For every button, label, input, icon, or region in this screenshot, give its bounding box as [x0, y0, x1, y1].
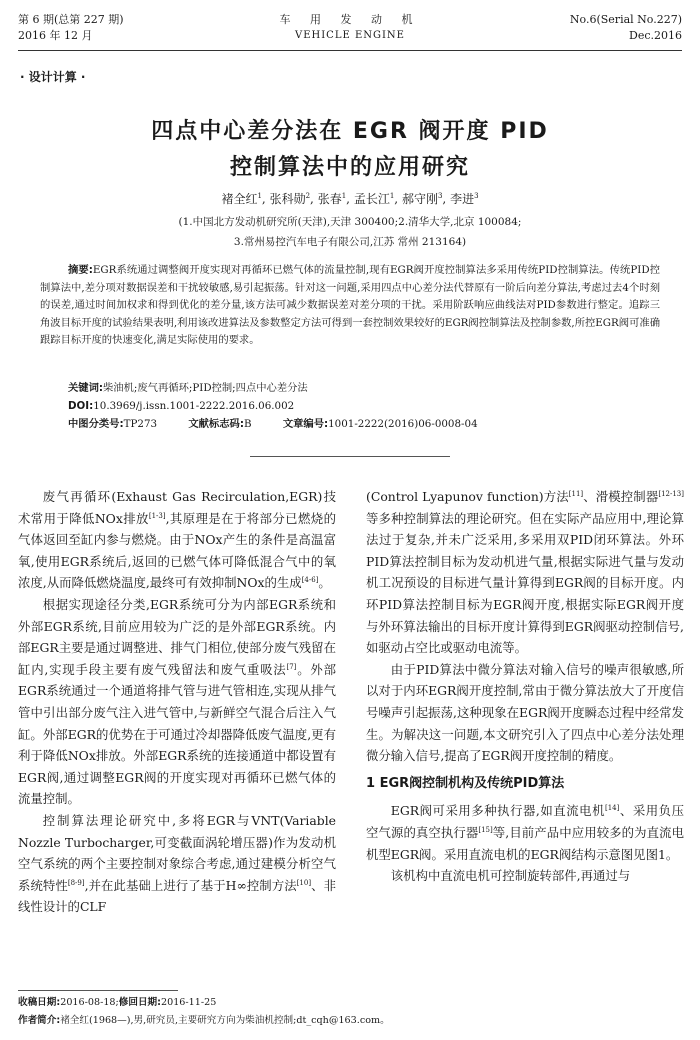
citation: [8-9] [67, 878, 85, 887]
body-paragraph: EGR阀可采用多种执行器,如直流电机[14]、采用负压空气源的真空执行器[15]等,目前产品中应用较多的为直流电机型EGR阀。采用直流电机的EGR阀结构示意图见图1。 [366, 803, 684, 862]
body-paragraph: 该机构中直流电机可控制旋转部件,再通过与 [390, 868, 631, 884]
clc-value: TP273 [123, 418, 158, 430]
journal-name-en: VEHICLE ENGINE [294, 30, 405, 41]
citation: [4-6] [301, 576, 319, 585]
paper-title-line2: 控制算法中的应用研究 [229, 155, 470, 180]
abstract-divider [250, 456, 450, 457]
author-bio: 褚全红(1968—),男,研究员,主要研究方向为柴油机控制;dt_cqh@163.com。 [60, 1015, 390, 1026]
issue-number: 第 6 期(总第 227 期) [18, 13, 124, 26]
affiliation-line2: 3.常州易控汽车电子有限公司,江苏 常州 213164) [233, 236, 467, 248]
serial-number: No.6(Serial No.227) [569, 13, 682, 26]
keywords-text: 柴油机;废气再循环;PID控制;四点中心差分法 [103, 382, 308, 394]
received-date: 2016-08-18; [60, 997, 119, 1008]
author: 褚全红$^1$ [221, 192, 262, 206]
serial-date: Dec.2016 [629, 29, 682, 42]
doc-code-value: B [243, 418, 252, 430]
journal-serial-info [570, 12, 682, 44]
body-paragraph: 根据实现途径分类,EGR系统可分为内部EGR系统和外部EGR系统,目前应用较为广泛的是外部EGR系统。内部EGR主要是通过调整进、排气门相位,使部分废气残留在缸内,实现手段主要有废气残留法和废气重吸法[7]。外部EGR系统通过一个通道将排气管与进气管相连,实现从排气管中引出部分废气注入进气管中,与新鲜空气混合后注入气缸。外部EGR的优势在于可通过冷却器降低废气温度,更有利于降低NOx排放。外部EGR系统的连接通道中都设置有EGR阀,通过调整EGR阀的开度实现对再循环已燃气体的流量控制。 [18, 596, 336, 807]
doi [68, 398, 294, 415]
citation: [15] [478, 825, 493, 834]
keywords [68, 380, 308, 397]
abstract [40, 262, 660, 350]
body-column-right [366, 486, 684, 887]
footnote-author [18, 1014, 390, 1028]
journal-name-cn: 车 用 发 动 机 [279, 13, 421, 26]
article-number-label: 文章编号: [282, 418, 329, 430]
footnote-dates [18, 996, 216, 1010]
doi-text: 10.3969/j.issn.1001-2222.2016.06.002 [93, 400, 295, 412]
classification [68, 416, 478, 433]
received-label: 收稿日期: [18, 997, 61, 1008]
citation: [7] [286, 662, 297, 671]
author: 张春$^1$ [317, 192, 347, 206]
abstract-label: 摘要: [68, 264, 93, 276]
issue-date: 2016 年 12 月 [18, 29, 93, 42]
journal-name [250, 12, 450, 44]
journal-issue-info [18, 12, 124, 44]
author-list: 褚全红$^1$, 张科勋$^2$, 张春$^1$, 孟长江$^1$, 郝守刚$^3$, 李进$^3$ [221, 192, 479, 206]
citation: [10] [296, 878, 312, 887]
author: 郝守刚$^3$ [401, 192, 443, 206]
body-paragraph: 由于PID算法中微分算法对输入信号的噪声很敏感,所以对于内环EGR阀开度控制,常由于微分算法放大了开度信号噪声引起振荡,这种现象在EGR阀开度瞬态过程中经常发生。为解决这一问题,本文研究引入了四点中心差分法处理微分输入信号,提高了EGR阀开度控制的精度。 [366, 661, 684, 764]
section-heading: 1 EGR阀控制机构及传统PID算法 [366, 775, 565, 791]
section-tag: · 设计计算 · [20, 70, 86, 84]
author: 孟长江$^1$ [353, 192, 395, 206]
revised-label: 修回日期: [118, 997, 161, 1008]
footnote-rule [18, 990, 178, 991]
doc-code-label: 文献标志码: [188, 418, 244, 430]
body-paragraph: (Control Lyapunov function)方法[11]、滑模控制器[12-13]等多种控制算法的理论研究。但在实际产品应用中,理论算法过于复杂,并未广泛采用,多采用双PID闭环算法。外环PID算法控制目标为发动机进气量,根据实际进气量与发动机工况预设的目标进气量计算得到EGR阀的目标开度。内环PID算法控制目标为EGR阀开度,根据实际EGR阀开度与外环算法输出的目标开度计算得到EGR阀驱动控制信号,如驱动占空比或驱动电流等。 [366, 489, 684, 656]
body-paragraph: 控制算法理论研究中,多将EGR与VNT(Variable Nozzle Turbocharger,可变截面涡轮增压器)作为发动机空气系统的两个主要控制对象综合考虑,通过建模分析空气系统特性[8-9],并在此基础上进行了基于H∞控制方法[10]、非线性设计的CLF [18, 812, 336, 915]
citation: [1-3] [148, 511, 166, 520]
citation: [12-13] [658, 489, 684, 498]
author: 张科勋$^2$ [269, 192, 311, 206]
doi-label: DOI: [68, 400, 94, 412]
affiliation-line1: (1.中国北方发动机研究所(天津),天津 300400;2.清华大学,北京 100084; [178, 216, 522, 228]
abstract-text: EGR系统通过调整阀开度实现对再循环已燃气体的流量控制,现有EGR阀开度控制算法多采用传统PID控制算法。传统PID控制算法中,差分项对数据误差和干扰较敏感,易引起振荡。针对这一问题,采用四点中心差分法代替原有一阶后向差分算法,考虑过去4个时刻的误差,通过时间加权求和得到优化的差分量,该方法可减少数据误差对差分项的干扰。采用阶跃响应曲线法对PID参数进行整定。追踪三角波目标开度的试验结果表明,利用该改进算法及参数整定方法可得到一套控制效果较好的EGR阀控制算法及控制参数,所控EGR阀可准确跟踪目标开度的快速变化,满足实际使用的要求。 [40, 264, 660, 347]
revised-date: 2016-11-25 [160, 997, 217, 1008]
citation: [11] [568, 489, 584, 498]
author: 李进$^3$ [450, 192, 479, 206]
paper-title-line1: 四点中心差分法在 EGR 阀开度 PID [151, 119, 549, 144]
author-bio-label: 作者简介: [18, 1015, 61, 1026]
clc-label: 中图分类号: [68, 418, 124, 430]
header-rule [18, 50, 682, 51]
citation: [14] [605, 804, 620, 813]
article-number-value: 1001-2222(2016)06-0008-04 [328, 418, 478, 430]
body-paragraph: 废气再循环(Exhaust Gas Recirculation,EGR)技术常用于降低NOx排放[1-3],其原理是在于将部分已燃烧的气体返回至缸内参与燃烧。由于NOx产生的条件是高温富氧,使用EGR系统后,返回的已燃气体可降低混合气中的氧浓度,从而降低燃烧温度,最终可有效抑制NOx的生成[4-6]。 [18, 489, 336, 591]
body-column-left [18, 486, 336, 918]
keywords-label: 关键词: [68, 382, 104, 394]
